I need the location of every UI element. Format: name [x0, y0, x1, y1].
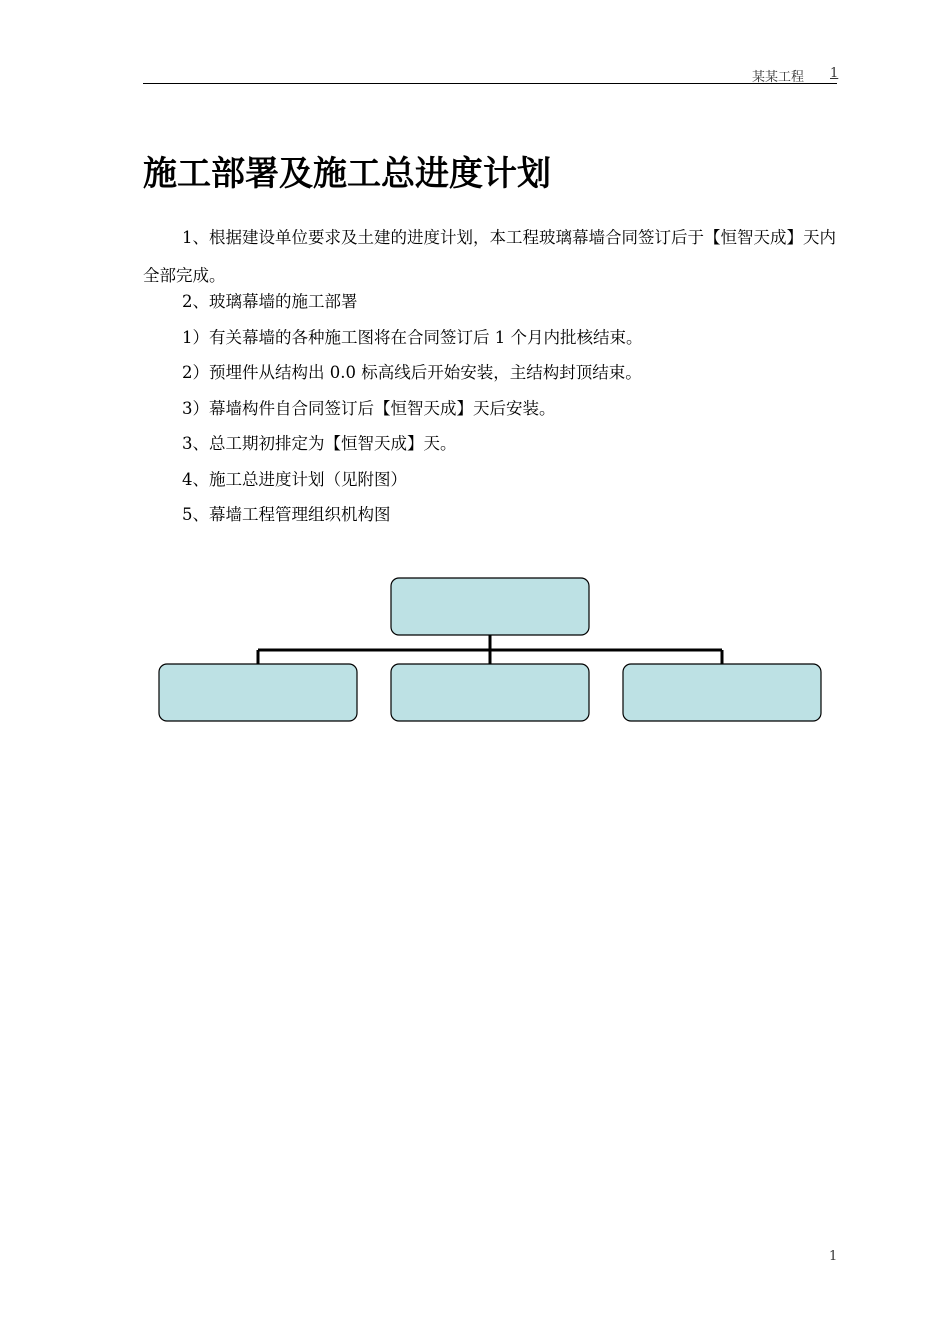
header-page-number: 1 — [830, 66, 839, 81]
org-box-left — [159, 664, 357, 721]
paragraph-2-2: 2）预埋件从结构出 0.0 标高线后开始安装，主结构封顶结束。 — [182, 363, 642, 382]
footer-page-number: 1 — [829, 1249, 838, 1264]
org-box-top — [391, 578, 589, 635]
paragraph-2-1: 1）有关幕墙的各种施工图将在合同签订后 1 个月内批核结束。 — [182, 328, 643, 347]
paragraph-1: 1、根据建设单位要求及土建的进度计划，本工程玻璃幕墙合同签订后于【恒智天成】天内全部完成。 — [143, 228, 836, 285]
header-project: 某某工程 — [752, 70, 805, 85]
paragraph-3: 3、总工期初排定为【恒智天成】天。 — [182, 434, 457, 453]
page-title: 施工部署及施工总进度计划 — [143, 154, 551, 194]
paragraph-4: 4、施工总进度计划（见附图） — [182, 470, 407, 489]
org-box-middle — [391, 664, 589, 721]
paragraph-2: 2、玻璃幕墙的施工部署 — [182, 292, 358, 311]
paragraph-2-3: 3）幕墙构件自合同签订后【恒智天成】天后安装。 — [182, 399, 556, 418]
org-connectors — [258, 635, 722, 664]
paragraph-5: 5、幕墙工程管理组织机构图 — [182, 505, 391, 524]
org-box-right — [623, 664, 821, 721]
